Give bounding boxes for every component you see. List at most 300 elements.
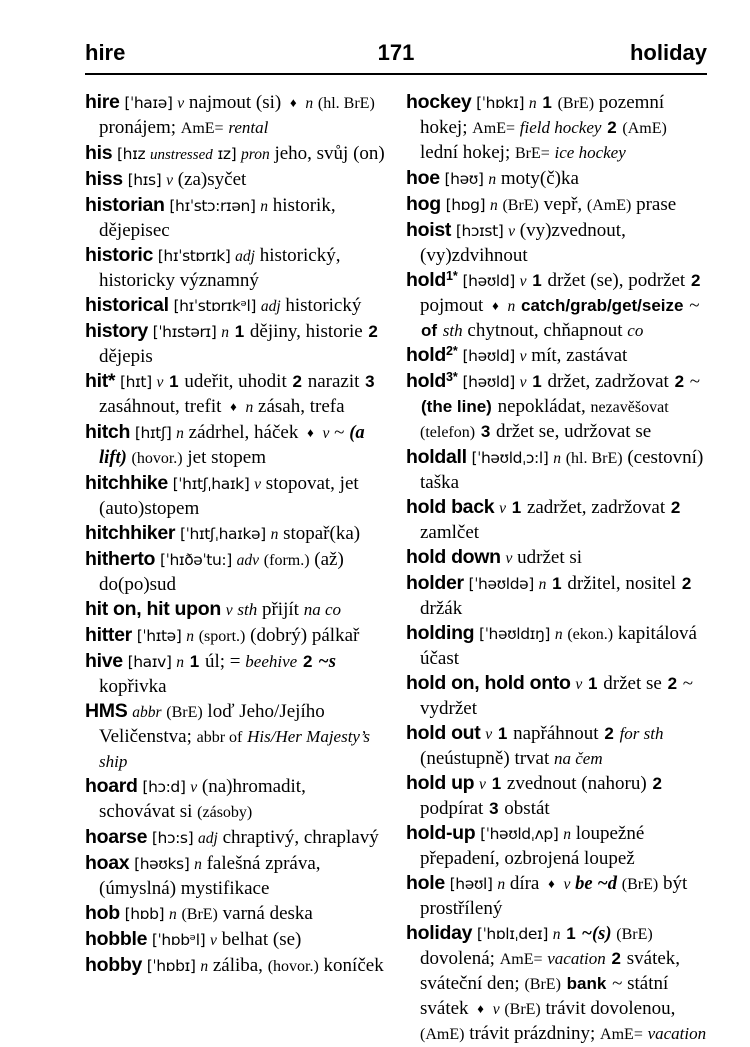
usage-label: AmE= [600,1026,643,1043]
headword: hold [406,370,446,392]
headword: holiday [406,922,473,944]
dictionary-entry [85,699,386,774]
translation-text: stopovat, jet (auto)stopem [99,473,359,519]
headword: hold-up [406,822,476,844]
cross-reference-italic: field hockey [519,118,602,137]
translation-text: (cestovní) taška [420,447,704,493]
dictionary-entry [85,319,386,369]
part-of-speech-label: n [497,876,506,893]
sense-number: 1 [552,574,562,593]
translation-text: ~ vydržet [420,673,694,719]
dictionary-entry [406,671,707,721]
phonetics: [ˈhɪtʃˌhaɪk] [172,475,250,493]
dictionary-entry [85,243,386,293]
translation-text: ~ [689,371,701,392]
sense-number: 2 [652,774,662,793]
cross-reference-italic: ice hockey [554,143,626,162]
translation-text: lední hokej; [420,142,511,163]
translation-text: být prostřílený [420,873,688,919]
phonetics: [həʊks] [134,855,190,873]
sense-number: 1 [511,498,522,517]
dictionary-entry [406,571,707,621]
translation-text: držák [420,598,463,619]
phonetics: [ˈhaɪə] [124,94,173,112]
translation-text: záliba, [212,955,263,976]
headword: hold back [406,496,495,518]
phonetics: [həʊld] [462,347,515,365]
translation-text: dovolená; [420,948,495,969]
phonetics: [həʊl] [449,875,493,893]
translation-text: zasáhnout, trefit [99,396,222,417]
phonetics: [ˈhɪstərɪ] [152,323,217,341]
headword: historic [85,244,154,266]
translation-text: najmout (si) [188,92,282,113]
part-of-speech-label: n [554,626,563,643]
guide-word-right: holiday [629,40,707,65]
translation-text: stopař(ka) [283,523,361,544]
part-of-speech-label: v [563,876,571,893]
phonetics: [ˈhəʊldɪŋ] [479,625,551,643]
headword: hoard [85,775,138,797]
sense-number: 1 [566,924,576,943]
dictionary-entry [85,851,386,901]
sense-number: 2 [368,322,378,341]
translation-text: držitel, nositel [567,573,677,594]
translation-text: (až) do(po)sud [99,549,344,595]
phonetics: [hɒb] [124,905,165,923]
translation-text: držet se [603,673,662,694]
phonetics: [hɔ:d] [142,778,186,796]
diamond-icon: ♦ [492,298,499,313]
cross-reference-italic: co [627,321,644,340]
translation-text: vepř, [543,194,583,215]
part-of-speech-label: n [507,298,516,315]
part-of-speech-label: v [322,425,330,442]
translation-text: historický [285,295,362,316]
phonetics: [hɪs] [127,171,162,189]
phonetics-note: unstressed [149,147,213,163]
headword: his [85,142,113,164]
dictionary-entry [406,871,707,921]
headword: holdall [406,446,467,468]
dictionary-entry [406,90,707,166]
cross-reference-italic: sth [442,321,463,340]
dictionary-entry [406,369,707,445]
dictionary-entry [85,521,386,547]
translation-text: úl; = [205,651,241,672]
headword: hog [406,193,441,215]
phonetics: [ˈhɒbᵊl] [151,931,206,949]
dictionary-entry [85,293,386,319]
translation-text: ~ [689,295,700,316]
dictionary-entry [85,471,386,521]
bold-collocation: of [421,321,438,340]
translation-text: (neústupně) trvat [420,748,550,769]
translation-text: chraptivý, chraplavý [222,827,379,848]
pattern-bold-italic: ~s [318,652,336,672]
part-of-speech-label: v [508,223,516,240]
phonetics: [hɪtʃ] [134,424,172,442]
part-of-speech-label: v [254,476,262,493]
translation-text: chytnout, chňapnout [467,320,623,341]
right-column [406,90,707,1047]
dictionary-entry [406,821,707,871]
phonetics: [ˈhɪðəˈtu:] [159,551,232,569]
translation-text: trávit dovolenou, [545,998,676,1019]
usage-label: (form.) [263,552,310,569]
usage-label: (hl. BrE) [565,450,623,467]
translation-text: historický, historicky významný [99,245,341,291]
phonetics: [həʊ] [444,170,484,188]
part-of-speech-label: v [166,172,173,189]
phonetics: [ˈhəʊldˌɔ:l] [471,449,549,467]
translation-text: belhat (se) [221,929,302,950]
translation-text: kapitálová účast [420,623,697,669]
part-of-speech-label: adj [260,298,281,315]
usage-label: (hovor.) [267,958,319,975]
usage-label: (BrE) [166,704,203,721]
phonetics: [ˈhɒbɪ] [146,957,196,975]
part-of-speech-label: n [489,197,498,214]
headword: hitchhiker [85,522,176,544]
dictionary-entry [85,141,386,167]
translation-text: udeřit, uhodit [184,371,287,392]
dictionary-entry [85,193,386,243]
sense-number: 2 [690,271,701,290]
headword: hiss [85,168,123,190]
part-of-speech-label: n [260,198,269,215]
headword: hitter [85,624,132,646]
part-of-speech-label: n [176,654,185,671]
usage-label: (ekon.) [567,626,614,643]
diamond-icon: ♦ [290,95,297,110]
sense-number: 2 [674,372,685,391]
dictionary-entry [85,825,386,851]
dictionary-entry [406,921,707,1047]
headword: hoe [406,167,440,189]
usage-label: (BrE) [557,95,595,112]
phonetics: [ˈhɒkɪ] [476,94,525,112]
diamond-icon: ♦ [477,1001,484,1016]
sense-number: 1 [234,322,245,341]
usage-label: AmE= [472,120,516,137]
headword: hold up [406,772,475,794]
sense-number: 3 [489,799,499,818]
headword: hitch [85,421,131,443]
pattern-bold-italic: (a lift) [99,423,365,468]
translation-text: loď Jeho/Jejího Veličenstva; [99,701,325,747]
guide-word-left: hire [85,40,126,65]
usage-label: (BrE) [504,1001,541,1018]
usage-label: (BrE) [616,926,653,943]
part-of-speech-label: adj [235,248,255,265]
dictionary-entry [85,901,386,927]
translation-text: přijít [261,599,299,620]
part-of-speech-label: n [176,425,184,442]
headword: hive [85,650,123,672]
cross-reference-italic: vacation [647,1024,707,1043]
phonetics: [hɪˈstɔ:rɪən] [169,197,256,215]
translation-text: obstát [504,798,550,819]
translation-text: udržet si [517,547,583,568]
dictionary-entry [85,369,386,420]
translation-text: jet stopem [187,447,266,468]
translation-text: ~ státní svátek [420,973,669,1019]
homograph-number: 3* [445,370,458,384]
translation-text: díra [509,873,540,894]
diamond-icon: ♦ [307,425,314,440]
part-of-speech-label: abbr [132,704,162,721]
part-of-speech-label: v [210,932,217,949]
usage-label: (BrE) [502,197,539,214]
sense-number: 1 [189,652,200,671]
part-of-speech-label: n [200,958,209,975]
page-header [85,40,707,66]
sense-number: 1 [532,372,542,391]
part-of-speech-label: v [479,776,486,793]
headword: hitchhike [85,472,168,494]
usage-label: nezavěšovat (telefon) [420,399,669,441]
headword: holder [406,572,464,594]
phonetics: [hɪt] [119,373,152,391]
translation-text: držet (se), podržet [547,270,686,291]
headword: hire [85,91,120,113]
diamond-icon: ♦ [230,399,237,414]
translation-text: koníček [323,955,384,976]
part-of-speech-label: n [528,95,537,112]
usage-label: (BrE) [621,876,659,893]
part-of-speech-label: n [168,906,177,923]
translation-text: pronájem; [99,117,177,138]
cross-reference-italic: rental [228,118,269,137]
dictionary-entry [406,771,707,821]
phonetics: [hɔɪst] [455,222,504,240]
translation-text: zvednout (nahoru) [506,773,647,794]
usage-label: (hovor.) [131,450,183,467]
part-of-speech-label: n [270,526,279,543]
entry-columns [85,90,707,1047]
headword: hoax [85,852,130,874]
part-of-speech-label: v [519,273,527,290]
phonetics: [ˈhɪtʃˌhaɪkə] [179,525,266,543]
sense-number: 2 [667,674,678,693]
translation-text: prase [636,194,677,215]
dictionary-entry [406,621,707,671]
translation-text: (dobrý) pálkař [250,625,360,646]
headword: hold on, hold onto [406,672,571,694]
headword: history [85,320,148,342]
sense-number: 2 [302,652,313,671]
dictionary-entry [85,547,386,597]
translation-text: zadržet, zadržovat [526,497,666,518]
homograph-number: 1* [445,269,458,283]
usage-label: (AmE) [622,120,667,137]
translation-text: kopřivka [99,676,167,697]
phonetics: [həʊld] [462,373,515,391]
headword: historical [85,294,169,316]
part-of-speech-label: n [553,450,561,467]
headword: hold out [406,722,481,744]
translation-text: trávit prázdniny; [469,1023,596,1044]
translation-text: historik, dějepisec [99,195,336,241]
page-number: 171 [377,40,415,65]
sense-number: 2 [681,574,692,593]
translation-text: ~ [334,422,345,443]
dictionary-entry [406,343,707,369]
headword: hob [85,902,120,924]
translation-text: nepokládat, [497,396,586,417]
part-of-speech-label: v [485,726,493,743]
phonetics: [ˈhəʊldˌʌp] [480,825,559,843]
dictionary-entry [85,420,386,471]
sense-number: 1 [588,674,598,693]
pattern-bold-italic: ~(s) [581,924,612,944]
header-rule [85,73,707,75]
headword: hole [406,872,445,894]
dictionary-entry [85,597,386,623]
part-of-speech-label: n [488,171,497,188]
usage-label: (AmE) [586,197,632,214]
translation-text: falešná zpráva, (úmyslná) mystifikace [99,853,321,899]
part-of-speech-label: adj [198,830,218,847]
cross-reference-italic: beehive [245,652,298,671]
phonetics: [hɪˈstɒrɪkᵊl] [173,297,257,315]
phonetics: [həʊld] [462,272,515,290]
dictionary-entry [406,545,707,571]
phonetics: [ˈhɒlɪˌdeɪ] [476,925,549,943]
sense-number: 2 [604,724,614,743]
dictionary-entry [406,445,707,495]
translation-text: podpírat [420,798,484,819]
usage-label: AmE= [499,951,543,968]
headword: hobby [85,954,142,976]
dictionary-entry [406,218,707,268]
headword: hit* [85,370,116,392]
dictionary-entry [85,623,386,649]
cross-reference-italic: vacation [547,949,606,968]
translation-text: loupežné přepadení, ozbrojená loupež [420,823,645,869]
sense-number: 1 [542,93,552,112]
left-column [85,90,386,1047]
phonetics: [ˈhəʊldə] [468,575,534,593]
bold-collocation: catch/grab/get/seize [520,296,684,315]
cross-reference-italic: na co [303,600,341,619]
phonetics: [hɔ:s] [151,829,194,847]
translation-text: mít, zastávat [531,345,628,366]
part-of-speech-label: v [575,676,583,693]
part-of-speech-label: v [156,374,164,391]
headword: hobble [85,928,148,950]
translation-text: svátek, sváteční den; [420,948,681,994]
translation-text: (vy)zvednout, (vy)zdvihnout [420,220,626,266]
translation-text: pojmout [420,295,484,316]
sense-number: 1 [169,372,179,391]
part-of-speech-label: pron [240,146,270,163]
part-of-speech-label: v [499,500,506,517]
bold-collocation: (the line) [421,397,492,416]
cross-reference-italic: for sth [619,724,664,743]
cross-reference-italic: sth [237,600,258,619]
sense-number: 2 [607,118,617,137]
sense-number: 2 [292,372,302,391]
translation-text: zádrhel, háček [188,422,299,443]
dictionary-entry [85,774,386,825]
headword: hitherto [85,548,156,570]
sense-number: 1 [532,271,542,290]
translation-text: narazit [307,371,360,392]
part-of-speech-label: n [305,95,314,112]
headword: hoarse [85,826,148,848]
sense-number: 2 [611,949,621,968]
translation-text: držet se, udržovat se [496,421,652,442]
headword: HMS [85,700,128,722]
translation-text: (na)hromadit, schovávat si [99,776,306,822]
part-of-speech-label: v [190,779,198,796]
usage-label: (sport.) [198,628,246,645]
dictionary-entry [85,90,386,141]
translation-text: pozemní hokej; [420,92,665,138]
pattern-bold-italic: be ~d [575,874,618,894]
part-of-speech-label: v [519,374,527,391]
dictionary-entry [406,166,707,192]
diamond-icon: ♦ [548,876,555,891]
translation-text: varná deska [222,903,313,924]
phonetics: [hɪˈstɒrɪk] [157,247,231,265]
translation-text: napřáhnout [513,723,599,744]
sense-number: 2 [670,498,681,517]
translation-text: (za)syčet [177,169,247,190]
cross-reference-italic: His/Her Majesty’s ship [99,727,371,771]
dictionary-entry [85,953,386,979]
headword: hoist [406,219,452,241]
part-of-speech-label: n [245,399,254,416]
headword: historian [85,194,165,216]
usage-label: (hl. BrE) [317,95,375,112]
phonetics: [hɪz [117,145,146,163]
usage-label: (zásoby) [197,804,253,821]
headword: holding [406,622,475,644]
part-of-speech-label: v [519,348,527,365]
usage-label: (BrE) [524,976,561,993]
part-of-speech-label: adv [236,552,260,569]
dictionary-entry [85,927,386,953]
part-of-speech-label: n [563,826,571,843]
sense-number: 3 [365,372,375,391]
dictionary-page [85,0,707,1047]
usage-label: AmE= [180,120,224,137]
part-of-speech-label: v [177,95,185,112]
sense-number: 1 [491,774,502,793]
headword: hold [406,269,446,291]
part-of-speech-label: n [538,576,547,593]
phonetics: [ˈhɪtə] [136,627,182,645]
part-of-speech-label: n [194,856,202,873]
dictionary-entry [85,167,386,193]
usage-label: (AmE) [420,1026,465,1043]
dictionary-entry [406,721,707,771]
usage-label: BrE= [514,145,550,162]
part-of-speech-label: n [552,926,561,943]
sense-number: 1 [497,724,508,743]
translation-text: moty(č)ka [500,168,579,189]
cross-reference-italic: na čem [554,749,603,768]
translation-text: dějepis [99,346,153,367]
dictionary-entry [406,495,707,545]
homograph-number: 2* [445,344,458,358]
usage-label: abbr of [196,729,243,746]
headword: hit on, hit upon [85,598,221,620]
headword: hold down [406,546,501,568]
